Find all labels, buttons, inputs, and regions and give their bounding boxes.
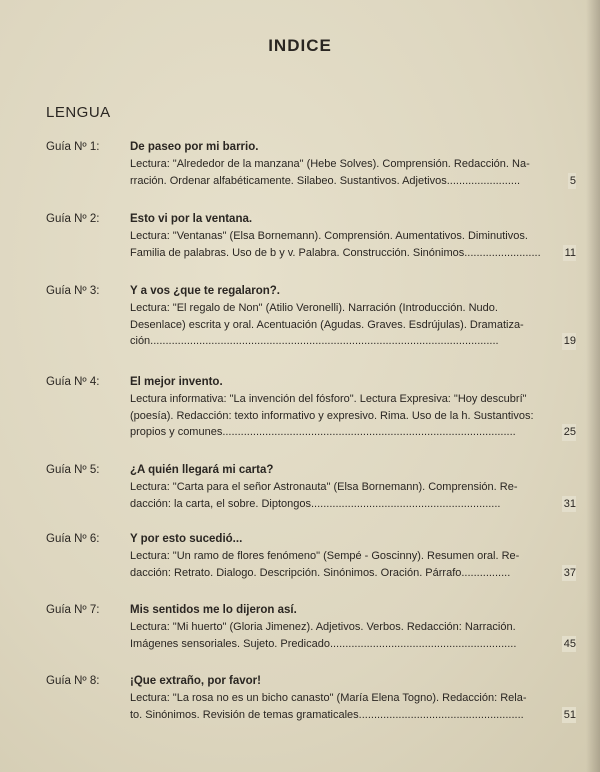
guide-description-line: Lectura: "Ventanas" (Elsa Bornemann). Comprensión. Aumentativos. Diminutivos. xyxy=(130,230,528,242)
guide-description-line: ción.................................................................................................................. 19 xyxy=(130,333,576,350)
page-number: 31 xyxy=(562,496,576,513)
page-number: 37 xyxy=(562,565,576,582)
page-number: 45 xyxy=(562,636,576,653)
guide-description-line: propios y comunes................................................................................................ 25 xyxy=(130,424,576,441)
guide-title: Mis sentidos me lo dijeron así. xyxy=(130,604,297,616)
guide-number: Guía Nº 8: xyxy=(46,675,100,687)
guide-description-line: Lectura: "Carta para el señor Astronauta" (Elsa Bornemann). Comprensión. Re- xyxy=(130,481,518,493)
guide-description-line: dacción: Retrato. Dialogo. Descripción. Sinónimos. Oración. Párrafo................ 37 xyxy=(130,565,576,582)
page-number: 51 xyxy=(562,707,576,724)
guide-description-line: Familia de palabras. Uso de b y v. Palabra. Construcción. Sinónimos......................... 11 xyxy=(130,245,576,262)
guide-number: Guía Nº 6: xyxy=(46,533,100,545)
guide-number: Guía Nº 2: xyxy=(46,213,100,225)
guide-title: ¿A quién llegará mi carta? xyxy=(130,464,274,476)
page-title: INDICE xyxy=(268,36,332,55)
guide-number: Guía Nº 4: xyxy=(46,376,100,388)
guide-description-line: Lectura: "Alrededor de la manzana" (Hebe Solves). Comprensión. Redacción. Na- xyxy=(130,158,530,170)
guide-title: Y a vos ¿que te regalaron?. xyxy=(130,285,280,297)
guide-description-line: Lectura: "Un ramo de flores fenómeno" (Sempé - Goscinny). Resumen oral. Re- xyxy=(130,550,520,562)
page-number: 25 xyxy=(562,424,576,441)
guide-description-line: Lectura informativa: "La invención del fósforo". Lectura Expresiva: "Hoy descubrí" xyxy=(130,393,527,405)
section-heading: LENGUA xyxy=(46,104,111,121)
guide-number: Guía Nº 3: xyxy=(46,285,100,297)
guide-number: Guía Nº 5: xyxy=(46,464,100,476)
guide-description-line: rración. Ordenar alfabéticamente. Silabeo. Sustantivos. Adjetivos........................ 5 xyxy=(130,173,576,190)
guide-title: Y por esto sucedió... xyxy=(130,533,243,545)
guide-description-line: dacción: la carta, el sobre. Diptongos.............................................................. 31 xyxy=(130,496,576,513)
guide-description-line: Lectura: "Mi huerto" (Gloria Jimenez). Adjetivos. Verbos. Redacción: Narración. xyxy=(130,621,516,633)
page-edge-shadow xyxy=(586,0,600,772)
guide-description-line: to. Sinónimos. Revisión de temas gramaticales...................................................... 51 xyxy=(130,707,576,724)
guide-description-line: (poesía). Redacción: texto informativo y expresivo. Rima. Uso de la h. Sustantivos: xyxy=(130,409,534,422)
guide-number: Guía Nº 1: xyxy=(46,141,100,153)
guide-description-line: Lectura: "La rosa no es un bicho canasto" (María Elena Togno). Redacción: Rela- xyxy=(130,692,527,704)
guide-title: ¡Que extraño, por favor! xyxy=(130,675,261,687)
guide-description-line: Desenlace) escrita y oral. Acentuación (Agudas. Graves. Esdrújulas). Dramatiza- xyxy=(130,318,524,331)
guide-title: De paseo por mi barrio. xyxy=(130,141,259,153)
page-number: 11 xyxy=(563,245,576,262)
guide-description-line: Lectura: "El regalo de Non" (Atilio Veronelli). Narración (Introducción. Nudo. xyxy=(130,302,498,314)
guide-number: Guía Nº 7: xyxy=(46,604,100,616)
page-number: 5 xyxy=(568,173,576,190)
guide-description-line: Imágenes sensoriales. Sujeto. Predicado............................................................. 45 xyxy=(130,636,576,653)
guide-title: El mejor invento. xyxy=(130,376,223,388)
page-number: 19 xyxy=(562,333,576,350)
guide-title: Esto vi por la ventana. xyxy=(130,213,253,225)
